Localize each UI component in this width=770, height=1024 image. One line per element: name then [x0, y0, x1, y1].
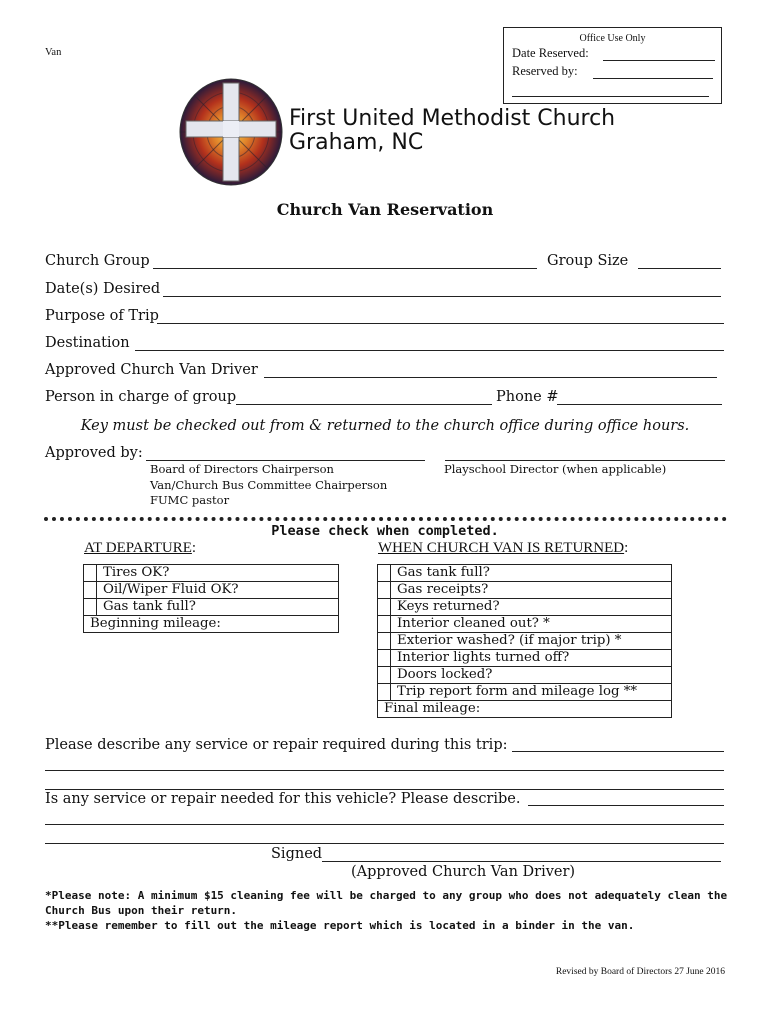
beginning-mileage-field[interactable]: Beginning mileage:	[84, 616, 339, 633]
reserved-by-label: Reserved by:	[512, 64, 578, 78]
approved-by-signature-left[interactable]	[146, 460, 425, 461]
checkbox[interactable]	[84, 565, 97, 582]
check-label: Exterior washed? (if major trip) *	[391, 633, 672, 650]
returned-heading: WHEN CHURCH VAN IS RETURNED:	[378, 540, 629, 556]
form-title: Church Van Reservation	[276, 200, 494, 219]
mileage-report-note: **Please remember to fill out the mileage report which is located in a binder in the van.	[45, 919, 635, 932]
checkbox[interactable]	[84, 582, 97, 599]
table-row	[378, 582, 672, 599]
checkbox[interactable]	[378, 599, 391, 616]
table-row	[378, 650, 672, 667]
person-in-charge-field[interactable]	[236, 404, 492, 405]
table-row	[378, 684, 672, 701]
date-reserved-line[interactable]	[603, 60, 715, 61]
office-use-box	[503, 27, 722, 104]
approvers-list	[150, 462, 387, 509]
signature-field[interactable]	[322, 861, 721, 862]
date-reserved-label: Date Reserved:	[512, 46, 589, 60]
table-row	[84, 582, 339, 599]
revision-note: Revised by Board of Directors 27 June 2016	[555, 967, 725, 977]
check-label: Gas receipts?	[391, 582, 672, 599]
table-row	[84, 616, 339, 633]
check-label: Keys returned?	[391, 599, 672, 616]
destination-label: Destination	[45, 335, 130, 351]
check-label: Interior lights turned off?	[391, 650, 672, 667]
checkbox[interactable]	[378, 633, 391, 650]
departure-checklist	[83, 564, 339, 633]
church-name: First United Methodist Church	[289, 106, 616, 131]
check-label: Oil/Wiper Fluid OK?	[97, 582, 339, 599]
checkbox[interactable]	[84, 599, 97, 616]
stained-glass-cross-icon	[178, 77, 284, 187]
table-row	[378, 616, 672, 633]
return-checklist	[377, 564, 672, 718]
approved-by-signature-right[interactable]	[445, 460, 725, 461]
checkbox[interactable]	[378, 684, 391, 701]
church-group-label: Church Group	[45, 253, 150, 269]
table-row	[378, 599, 672, 616]
church-location: Graham, NC	[289, 130, 424, 155]
service-answer-1-line-1[interactable]	[512, 751, 724, 752]
check-label: Gas tank full?	[97, 599, 339, 616]
approver-playschool: Playschool Director (when applicable)	[444, 462, 667, 476]
approved-by-label: Approved by:	[45, 445, 143, 461]
approved-driver-field[interactable]	[264, 377, 717, 378]
destination-field[interactable]	[135, 350, 724, 351]
checkbox[interactable]	[378, 565, 391, 582]
service-answer-2-line-2[interactable]	[45, 824, 724, 825]
check-label: Gas tank full?	[391, 565, 672, 582]
checkbox[interactable]	[378, 616, 391, 633]
approver-item: Van/Church Bus Committee Chairperson	[150, 477, 388, 492]
signed-caption: (Approved Church Van Driver)	[351, 864, 576, 880]
dates-desired-label: Date(s) Desired	[45, 281, 161, 297]
service-answer-2-line-1[interactable]	[528, 805, 724, 806]
phone-field[interactable]	[557, 404, 722, 405]
table-row	[378, 633, 672, 650]
reserved-by-line-2[interactable]	[512, 96, 709, 97]
purpose-field[interactable]	[157, 323, 724, 324]
dates-desired-field[interactable]	[163, 296, 721, 297]
approved-driver-label: Approved Church Van Driver	[45, 362, 258, 378]
service-question-2: Is any service or repair needed for this vehicle? Please describe.	[45, 791, 521, 807]
phone-label: Phone #	[496, 389, 559, 405]
cleaning-fee-note: *Please note: A minimum $15 cleaning fee will be charged to any group who does not adequately clean the Church Bus upon their return.	[45, 889, 728, 917]
table-row	[84, 565, 339, 582]
service-question-1: Please describe any service or repair required during this trip:	[45, 737, 508, 753]
approver-item: Board of Directors Chairperson	[150, 462, 334, 476]
service-answer-2-line-3[interactable]	[45, 843, 724, 844]
table-row	[378, 667, 672, 684]
group-size-label: Group Size	[547, 253, 629, 269]
checkbox[interactable]	[378, 582, 391, 599]
signed-label: Signed	[271, 846, 323, 862]
check-label: Interior cleaned out? *	[391, 616, 672, 633]
checkbox[interactable]	[378, 650, 391, 667]
group-size-field[interactable]	[638, 268, 721, 269]
office-use-title: Office Use Only	[579, 33, 646, 44]
key-note: Key must be checked out from & returned to the church office during office hours.	[80, 418, 690, 434]
service-answer-1-line-3[interactable]	[45, 789, 724, 790]
reserved-by-line[interactable]	[593, 78, 713, 79]
approver-item: FUMC pastor	[150, 493, 230, 507]
table-row	[378, 701, 672, 718]
person-in-charge-label: Person in charge of group	[45, 389, 237, 405]
service-answer-1-line-2[interactable]	[45, 770, 724, 771]
purpose-label: Purpose of Trip	[45, 308, 159, 324]
van-label: Van	[45, 47, 62, 58]
dotted-divider	[44, 517, 727, 521]
table-row	[84, 599, 339, 616]
check-label: Tires OK?	[97, 565, 339, 582]
checklist-heading: Please check when completed.	[271, 523, 499, 539]
table-row	[378, 565, 672, 582]
check-label: Trip report form and mileage log **	[391, 684, 672, 701]
checkbox[interactable]	[378, 667, 391, 684]
check-label: Doors locked?	[391, 667, 672, 684]
departure-heading: AT DEPARTURE:	[84, 540, 197, 556]
church-group-field[interactable]	[153, 268, 537, 269]
final-mileage-field[interactable]: Final mileage:	[378, 701, 672, 718]
